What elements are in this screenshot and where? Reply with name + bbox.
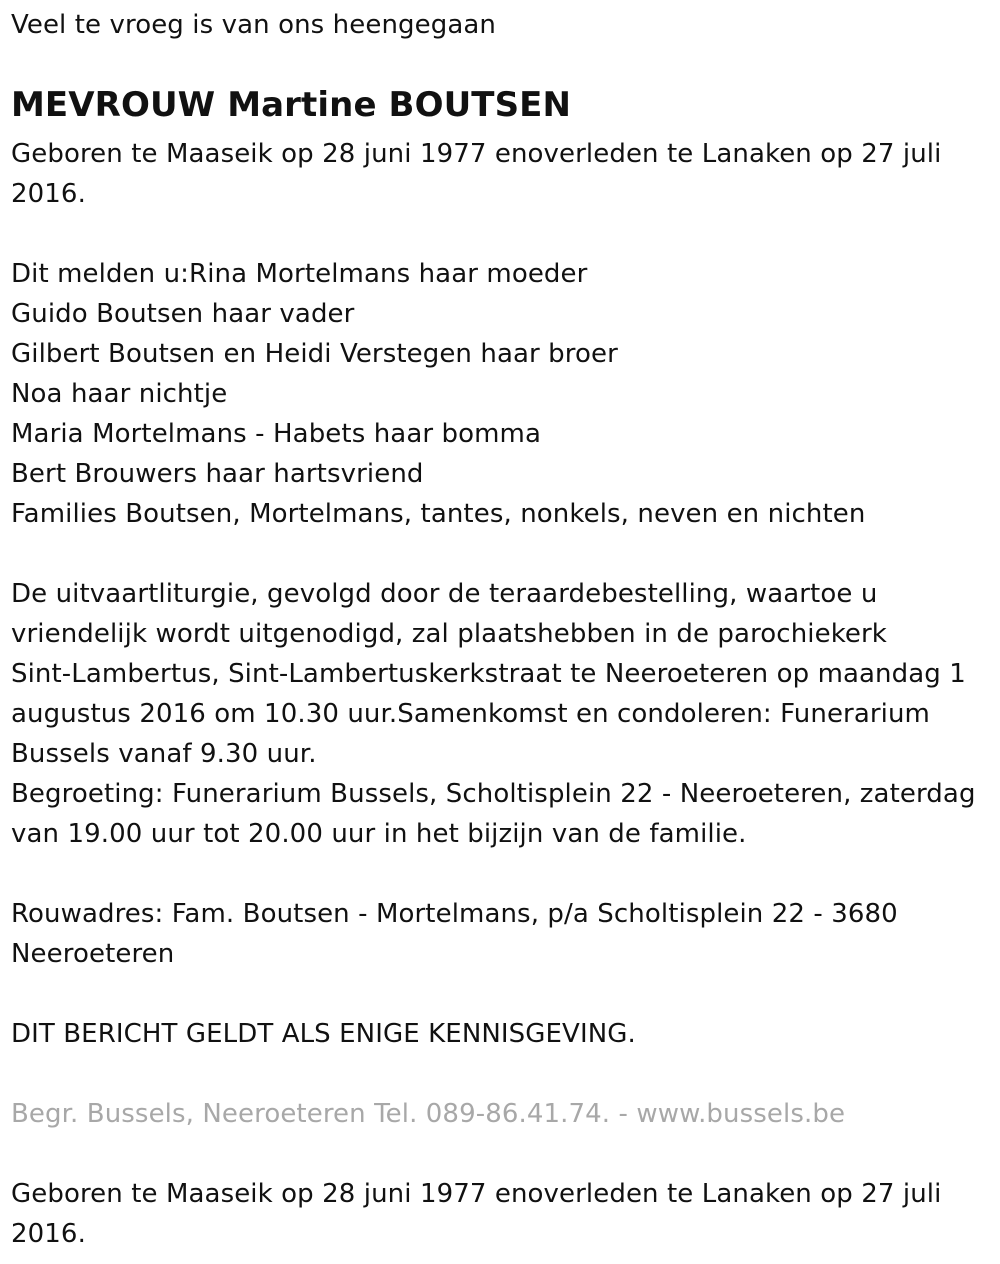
family-line: Gilbert Boutsen en Heidi Verstegen haar broer (11, 339, 618, 369)
birth-line-2: 2016. (11, 179, 86, 209)
birth-repeat-line-1: Geboren te Maaseik op 28 juni 1977 enoverleden te Lanaken op 27 juli (11, 1179, 942, 1209)
family-line: Guido Boutsen haar vader (11, 299, 355, 329)
ceremony-line: Bussels vanaf 9.30 uur. (11, 739, 317, 769)
family-line: Maria Mortelmans - Habets haar bomma (11, 419, 541, 449)
ceremony-line: augustus 2016 om 10.30 uur.Samenkomst en condoleren: Funerarium (11, 699, 930, 729)
intro-text: Veel te vroeg is van ons heengegaan (11, 10, 496, 40)
ceremony-line: Sint-Lambertus, Sint-Lambertuskerkstraat te Neeroeteren op maandag 1 (11, 659, 966, 689)
birth-line-1: Geboren te Maaseik op 28 juni 1977 enoverleden te Lanaken op 27 juli (11, 139, 942, 169)
family-line: Families Boutsen, Mortelmans, tantes, nonkels, neven en nichten (11, 499, 866, 529)
ceremony-line: vriendelijk wordt uitgenodigd, zal plaatshebben in de parochiekerk (11, 619, 887, 649)
birth-repeat-line-2: 2016. (11, 1219, 86, 1249)
family-line: Dit melden u:Rina Mortelmans haar moeder (11, 259, 588, 289)
address-line-2: Neeroeteren (11, 939, 175, 969)
family-line: Bert Brouwers haar hartsvriend (11, 459, 424, 489)
ceremony-line: De uitvaartliturgie, gevolgd door de teraardebestelling, waartoe u (11, 579, 878, 609)
notice-text: DIT BERICHT GELDT ALS ENIGE KENNISGEVING. (11, 1019, 636, 1049)
funeral-home-footer: Begr. Bussels, Neeroeteren Tel. 089-86.41.74. - www.bussels.be (11, 1099, 846, 1129)
family-line: Noa haar nichtje (11, 379, 228, 409)
address-line-1: Rouwadres: Fam. Boutsen - Mortelmans, p/a Scholtisplein 22 - 3680 (11, 899, 898, 929)
deceased-name: MEVROUW Martine BOUTSEN (11, 85, 572, 125)
ceremony-line: van 19.00 uur tot 20.00 uur in het bijzijn van de familie. (11, 819, 747, 849)
ceremony-line: Begroeting: Funerarium Bussels, Scholtisplein 22 - Neeroeteren, zaterdag (11, 779, 976, 809)
